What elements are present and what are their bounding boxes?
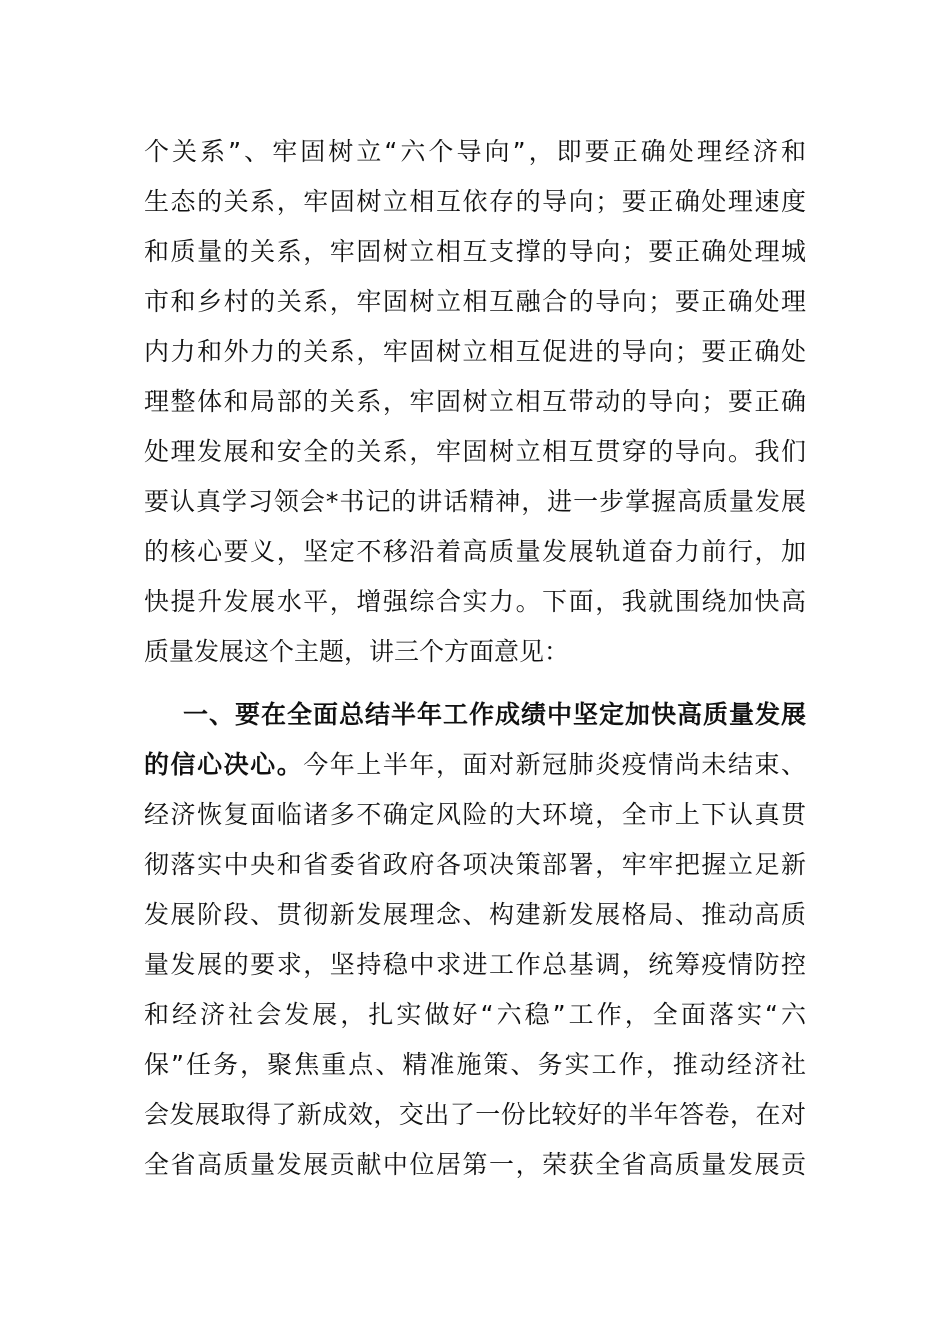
paragraph-line: 快提升发展水平，增强综合实力。下面，我就围绕加快高 (144, 587, 806, 616)
section-body-line: 发展阶段、贯彻新发展理念、构建新发展格局、推动高质 (144, 900, 806, 929)
section-body-line: 量发展的要求，坚持稳中求进工作总基调，统筹疫情防控 (144, 950, 806, 979)
section-body-start: 今年上半年，面对新冠肺炎疫情尚未结束、 (303, 750, 806, 779)
paragraph-line: 的核心要义，坚定不移沿着高质量发展轨道奋力前行，加 (144, 537, 806, 566)
paragraph-line: 质量发展这个主题，讲三个方面意见： (144, 637, 570, 666)
paragraph-line: 市和乡村的关系，牢固树立相互融合的导向；要正确处理 (144, 287, 806, 316)
section-body-line: 全省高质量发展贡献中位居第一，荣获全省高质量发展贡 (144, 1150, 806, 1179)
paragraph-line: 个关系”、牢固树立“六个导向”，即要正确处理经济和 (144, 137, 806, 166)
paragraph-line: 理整体和局部的关系，牢固树立相互带动的导向；要正确 (144, 387, 806, 416)
section-body-line: 经济恢复面临诸多不确定风险的大环境，全市上下认真贯 (144, 800, 806, 829)
paragraph-line: 要认真学习领会*书记的讲话精神，进一步掌握高质量发展 (144, 487, 806, 516)
section-heading-line2 (144, 740, 806, 790)
section-body-line: 会发展取得了新成效，交出了一份比较好的半年答卷，在对 (144, 1100, 806, 1129)
section-heading: 一、要在全面总结半年工作成绩中坚定加快高质量发展 (183, 700, 806, 729)
paragraph-line: 和质量的关系，牢固树立相互支撑的导向；要正确处理城 (144, 237, 806, 266)
section-heading-bold: 的信心决心。 (144, 750, 304, 779)
paragraph-line: 处理发展和安全的关系，牢固树立相互贯穿的导向。我们 (144, 437, 806, 466)
section-body-line: 彻落实中央和省委省政府各项决策部署，牢牢把握立足新 (144, 850, 806, 879)
section-body-line: 和经济社会发展，扎实做好“六稳”工作，全面落实“六 (144, 1000, 806, 1029)
paragraph-line: 内力和外力的关系，牢固树立相互促进的导向；要正确处 (144, 337, 806, 366)
section-body-line: 保”任务，聚焦重点、精准施策、务实工作，推动经济社 (144, 1050, 806, 1079)
paragraph-line: 生态的关系，牢固树立相互依存的导向；要正确处理速度 (144, 187, 806, 216)
